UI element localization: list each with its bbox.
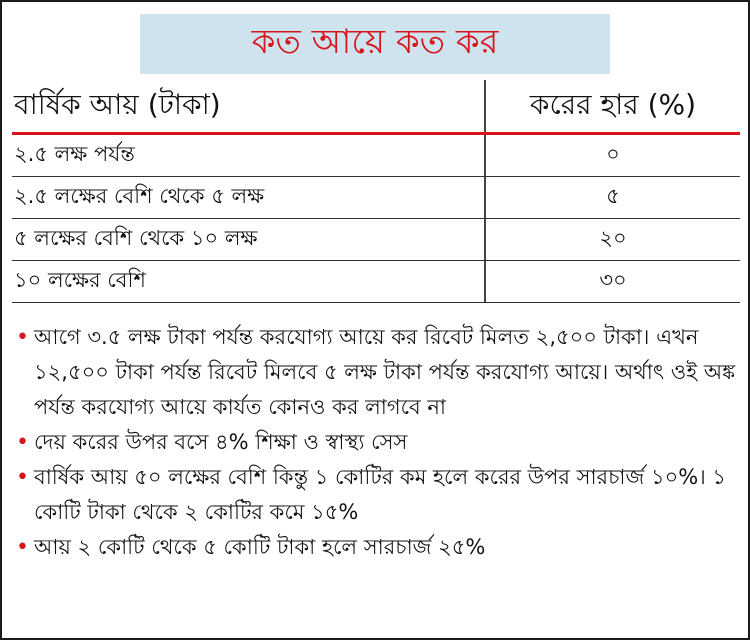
note-text: আগে ৩.৫ লক্ষ টাকা পর্যন্ত করযোগ্য আয়ে কর রিবেট মিলত ২,৫০০ টাকা। এখন ১২,৫০০ টাকা পর্যন্ত রিবেট মিলবে ৫ লক্ষ টাকা পর্যন্ত করযোগ্য আয়ে। অর্থাৎ ওই অঙ্ক পর্যন্ত করযোগ্য আয়ে কার্যত কোনও কর লাগবে না (34, 325, 736, 419)
list-item (16, 425, 736, 460)
bullet-icon: • (16, 430, 29, 455)
note-text: দেয় করের উপর বসে ৪% শিক্ষা ও স্বাস্থ্য সেস (34, 430, 408, 454)
header-rate: করের হার (%) (484, 80, 740, 132)
notes-list (16, 320, 736, 565)
table-row (12, 261, 740, 303)
table-row (12, 219, 740, 261)
tax-rate-table (12, 80, 740, 303)
list-item (16, 460, 736, 530)
list-item (16, 530, 736, 565)
note-text: আয় ২ কোটি থেকে ৫ কোটি টাকা হলে সারচার্জ ২৫% (34, 535, 486, 559)
income-cell: ৫ লক্ষের বেশি থেকে ১০ লক্ষ (14, 226, 258, 250)
income-cell: ১০ লক্ষের বেশি (14, 268, 146, 292)
bullet-icon: • (16, 465, 29, 490)
rate-cell: ২০ (484, 219, 740, 260)
table-header (12, 80, 740, 135)
title-banner (140, 14, 610, 74)
bullet-icon: • (16, 325, 29, 350)
rate-cell: ৫ (484, 177, 740, 218)
table-row (12, 177, 740, 219)
income-cell: ২.৫ লক্ষ পর্যন্ত (14, 142, 135, 166)
table-row (12, 135, 740, 177)
income-cell: ২.৫ লক্ষের বেশি থেকে ৫ লক্ষ (14, 184, 265, 208)
bullet-icon: • (16, 535, 29, 560)
header-income: বার্ষিক আয় (টাকা) (14, 87, 221, 121)
note-text: বার্ষিক আয় ৫০ লক্ষের বেশি কিন্তু ১ কোটির কম হলে করের উপর সারচার্জ ১০%। ১ কোটি টাকা থেকে ২ কোটির কমে ১৫% (34, 465, 727, 524)
rate-cell: ৩০ (484, 261, 740, 302)
rate-cell: ০ (484, 135, 740, 176)
list-item (16, 320, 736, 425)
page-title: কত আয়ে কত কর (251, 21, 499, 62)
